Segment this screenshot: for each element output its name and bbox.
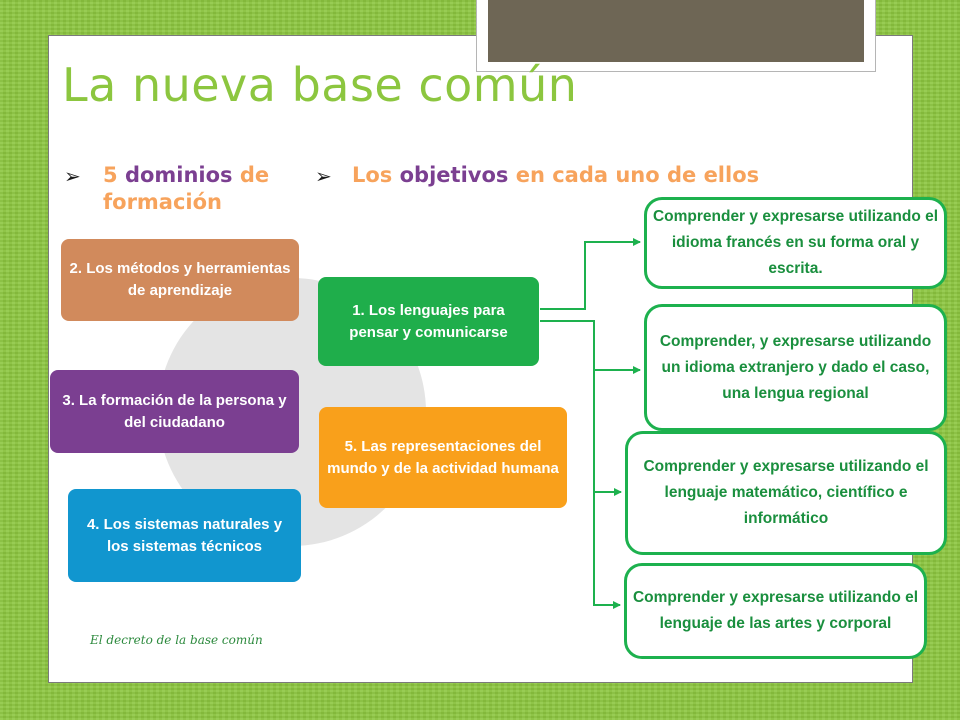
connector-to-objective-4 [594,492,620,605]
footer-caption: El decreto de la base común [90,633,263,647]
objective-3-box [625,431,947,555]
objective-2-label: Comprender, y expresarse utilizando un idioma extranjero y dado el caso, una lengua regional [659,332,932,402]
connector-to-objective-1 [540,242,640,309]
heading-objetivos-word: objetivos [399,163,509,187]
objective-4-label: Comprender y expresarse utilizando el lenguaje de las artes y corporal [632,589,919,632]
heading-dominios-word: dominios [124,163,233,187]
domain-5-label: 5. Las representaciones del mundo y de la actividad humana [327,437,559,477]
domain-3-label: 3. La formación de la persona y del ciudadano [62,391,287,431]
arrowhead-bullet-icon: ➢ [64,164,81,188]
domain-4-label: 4. Los sistemas naturales y los sistemas técnicos [86,515,283,555]
objective-4-box [624,563,927,659]
domain-1-label: 1. Los lenguajes para pensar y comunicarse [349,301,508,341]
connector-to-objective-2 [540,321,640,370]
heading-dominios-count: 5 [103,163,125,187]
objective-2-box [644,304,947,431]
objective-1-box [644,197,947,289]
domain-2-label: 2. Los métodos y herramientas de aprendizaje [69,260,291,299]
objective-1-label: Comprender y expresarse utilizando el idioma francés en su forma oral y escrita. [652,208,939,277]
connector-to-objective-3 [594,370,621,492]
page-title: La nueva base común [62,58,578,112]
heading-objetivos-los: Los [352,163,400,187]
heading-dominios-formacion: formación [103,190,222,214]
heading-dominios-de: de [232,163,270,187]
heading-objetivos-rest: en cada uno de ellos [508,163,760,187]
objective-3-label: Comprender y expresarse utilizando el lenguaje matemático, científico e informático [643,458,929,527]
arrowhead-bullet-icon: ➢ [315,164,332,188]
